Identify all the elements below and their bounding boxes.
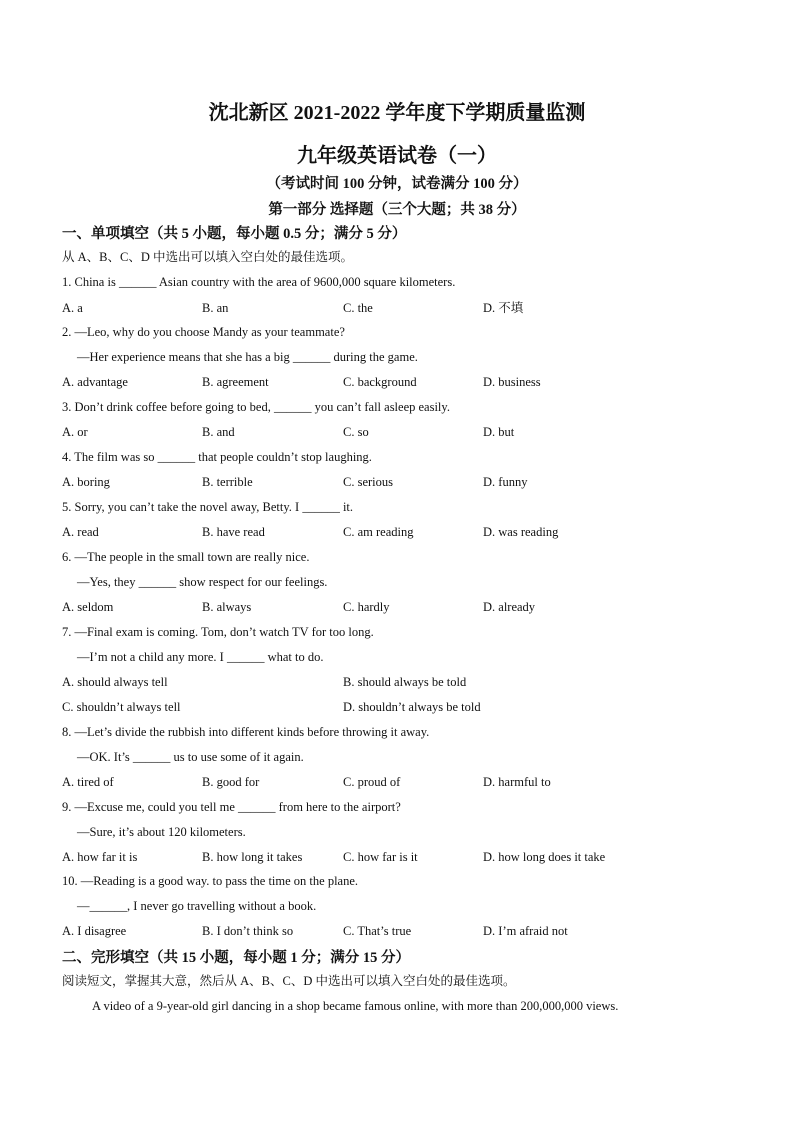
q1-option-b: B. an [202,301,229,315]
q2-option-a: A. advantage [62,375,128,389]
exam-info: （考试时间 100 分钟，试卷满分 100 分） [266,176,528,192]
q4-option-d: D. funny [483,475,528,489]
q1-option-a: A. a [62,301,83,315]
q4-option-b: B. terrible [202,475,253,489]
question-5: 5. Sorry, you can’t take the novel away, Betty. I ______ it. [62,500,354,514]
q8-option-c: C. proud of [343,775,401,789]
q7-option-d: D. shouldn’t always be told [343,700,481,714]
q2-option-d: D. business [483,375,541,389]
q1-option-d: D. 不填 [483,301,524,315]
section2-instruction: 阅读短文，掌握其大意，然后从 A、B、C、D 中选出可以填入空白处的最佳选项。 [62,974,516,988]
question-7: 7. —Final exam is coming. Tom, don’t watch TV for too long. [62,625,374,639]
question-1: 1. China is ______ Asian country with the area of 9600,000 square kilometers. [62,275,456,289]
question-9-reply: —Sure, it’s about 120 kilometers. [77,825,246,839]
q9-option-a: A. how far it is [62,850,138,864]
q5-option-c: C. am reading [343,525,414,539]
q3-option-d: D. but [483,425,515,439]
q10-option-a: A. I disagree [62,924,127,938]
q8-option-b: B. good for [202,775,260,789]
q5-option-a: A. read [62,525,99,539]
passage-first-line: A video of a 9-year-old girl dancing in a shop became famous online, with more than 200,000,000 views. [92,999,619,1013]
question-2: 2. —Leo, why do you choose Mandy as your teammate? [62,325,345,339]
q5-option-b: B. have read [202,525,265,539]
q9-option-d: D. how long does it take [483,850,606,864]
q8-option-a: A. tired of [62,775,114,789]
q7-option-c: C. shouldn’t always tell [62,700,181,714]
q5-option-d: D. was reading [483,525,559,539]
q3-option-b: B. and [202,425,235,439]
question-8: 8. —Let’s divide the rubbish into different kinds before throwing it away. [62,725,430,739]
q2-option-c: C. background [343,375,417,389]
exam-subtitle: 九年级英语试卷（一） [297,145,497,167]
q4-option-a: A. boring [62,475,110,489]
question-4: 4. The film was so ______ that people couldn’t stop laughing. [62,450,372,464]
question-7-reply: —I’m not a child any more. I ______ what to do. [77,650,324,664]
q3-option-a: A. or [62,425,88,439]
q6-option-b: B. always [202,600,252,614]
exam-title: 沈北新区 2021-2022 学年度下学期质量监测 [208,102,586,124]
part-title: 第一部分 选择题（三个大题；共 38 分） [268,202,526,218]
question-10: 10. —Reading is a good way. to pass the time on the plane. [62,874,359,888]
q8-option-d: D. harmful to [483,775,551,789]
q10-option-b: B. I don’t think so [202,924,294,938]
question-2-reply: —Her experience means that she has a big ______ during the game. [77,350,418,364]
section1-heading: 一、单项填空（共 5 小题，每小题 0.5 分；满分 5 分） [62,226,407,242]
question-3: 3. Don’t drink coffee before going to bed, ______ you can’t fall asleep easily. [62,400,450,414]
q1-option-c: C. the [343,301,373,315]
section2-heading: 二、完形填空（共 15 小题，每小题 1 分；满分 15 分） [62,950,410,966]
q2-option-b: B. agreement [202,375,269,389]
q10-option-d: D. I’m afraid not [483,924,568,938]
q7-option-a: A. should always tell [62,675,168,689]
q6-option-d: D. already [483,600,536,614]
q3-option-c: C. so [343,425,369,439]
section1-instruction: 从 A、B、C、D 中选出可以填入空白处的最佳选项。 [62,250,353,264]
q4-option-c: C. serious [343,475,393,489]
question-6: 6. —The people in the small town are really nice. [62,550,310,564]
q7-option-b: B. should always be told [343,675,467,689]
q6-option-a: A. seldom [62,600,114,614]
question-9: 9. —Excuse me, could you tell me ______ from here to the airport? [62,800,401,814]
question-8-reply: —OK. It’s ______ us to use some of it again. [77,750,304,764]
question-6-reply: —Yes, they ______ show respect for our feelings. [77,575,328,589]
question-10-reply: —______, I never go travelling without a book. [77,899,317,913]
q9-option-c: C. how far is it [343,850,418,864]
q6-option-c: C. hardly [343,600,390,614]
q10-option-c: C. That’s true [343,924,412,938]
q9-option-b: B. how long it takes [202,850,303,864]
